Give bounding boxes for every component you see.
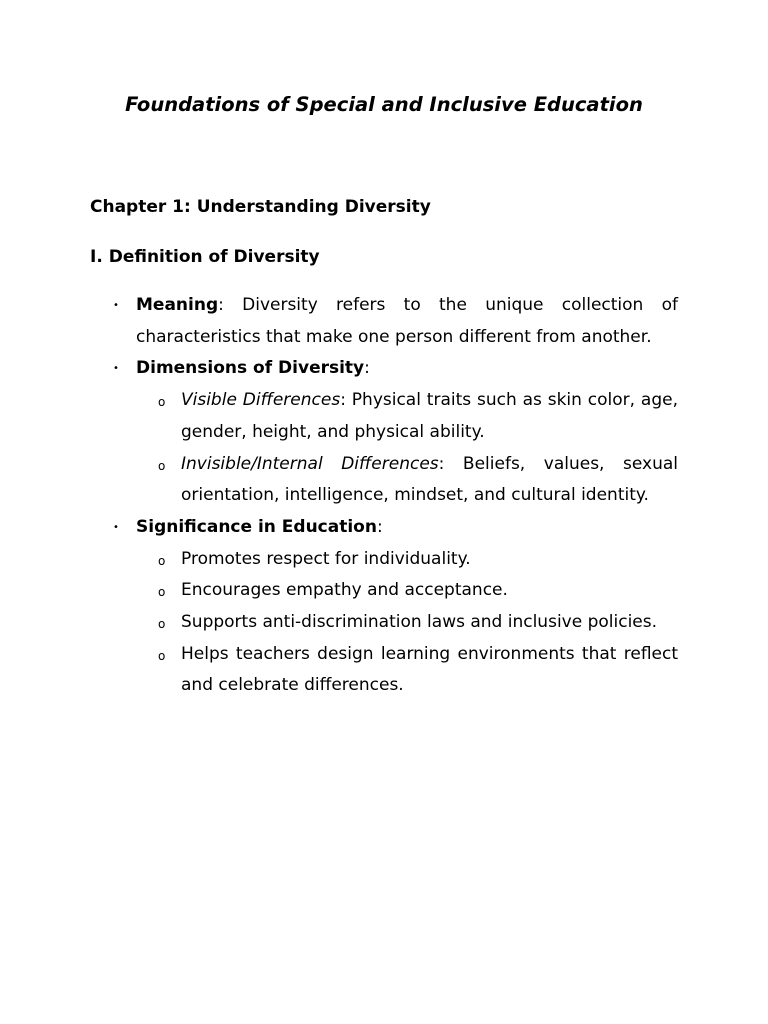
sub-item-visible-differences [90, 385, 678, 448]
term-significance: Significance in Education [136, 516, 377, 537]
significance-point-text: Supports anti-discrimination laws and inclusive policies. [181, 612, 658, 633]
term-invisible-differences: Invisible/Internal Differences [181, 453, 439, 474]
subbullet-icon: o [158, 458, 166, 473]
significance-point [90, 607, 678, 639]
subbullet-icon: o [158, 617, 166, 632]
significance-point [90, 639, 678, 702]
subbullet-icon: o [158, 648, 166, 663]
significance-point [90, 544, 678, 576]
bullet-icon: • [113, 521, 119, 533]
list-item-dimensions [90, 353, 678, 385]
term-meaning: Meaning [136, 295, 219, 315]
document-title: Foundations of Special and Inclusive Education [125, 93, 643, 116]
bullet-icon: • [113, 363, 119, 375]
list-item-significance [90, 512, 678, 544]
sub-item-invisible-differences [90, 449, 678, 512]
significance-point-text: Encourages empathy and acceptance. [181, 580, 508, 601]
significance-point [90, 575, 678, 607]
visible-differences-text: : Physical traits such as skin color, age, gender, height, and physical ability. [181, 390, 678, 442]
term-dimensions: Dimensions of Diversity [136, 358, 365, 379]
subbullet-icon: o [158, 395, 166, 410]
subbullet-icon: o [158, 585, 166, 600]
term-visible-differences: Visible Differences [181, 390, 341, 411]
subbullet-icon: o [158, 553, 166, 568]
meaning-text: : Diversity refers to the unique collection of characteristics that make one person different from another. [136, 295, 678, 347]
chapter-heading: Chapter 1: Understanding Diversity [90, 197, 431, 217]
significance-point-text: Helps teachers design learning environments that reflect and celebrate differences. [181, 643, 678, 696]
invisible-differences-text: : Beliefs, values, sexual orientation, intelligence, mindset, and cultural identity. [181, 453, 679, 506]
definition-list [90, 290, 678, 702]
significance-suffix: : [376, 516, 383, 537]
dimensions-suffix: : [364, 358, 370, 379]
bullet-icon: • [113, 300, 119, 311]
section-heading: I. Definition of Diversity [90, 247, 320, 267]
significance-point-text: Promotes respect for individuality. [181, 548, 471, 569]
list-item-meaning [90, 290, 678, 353]
